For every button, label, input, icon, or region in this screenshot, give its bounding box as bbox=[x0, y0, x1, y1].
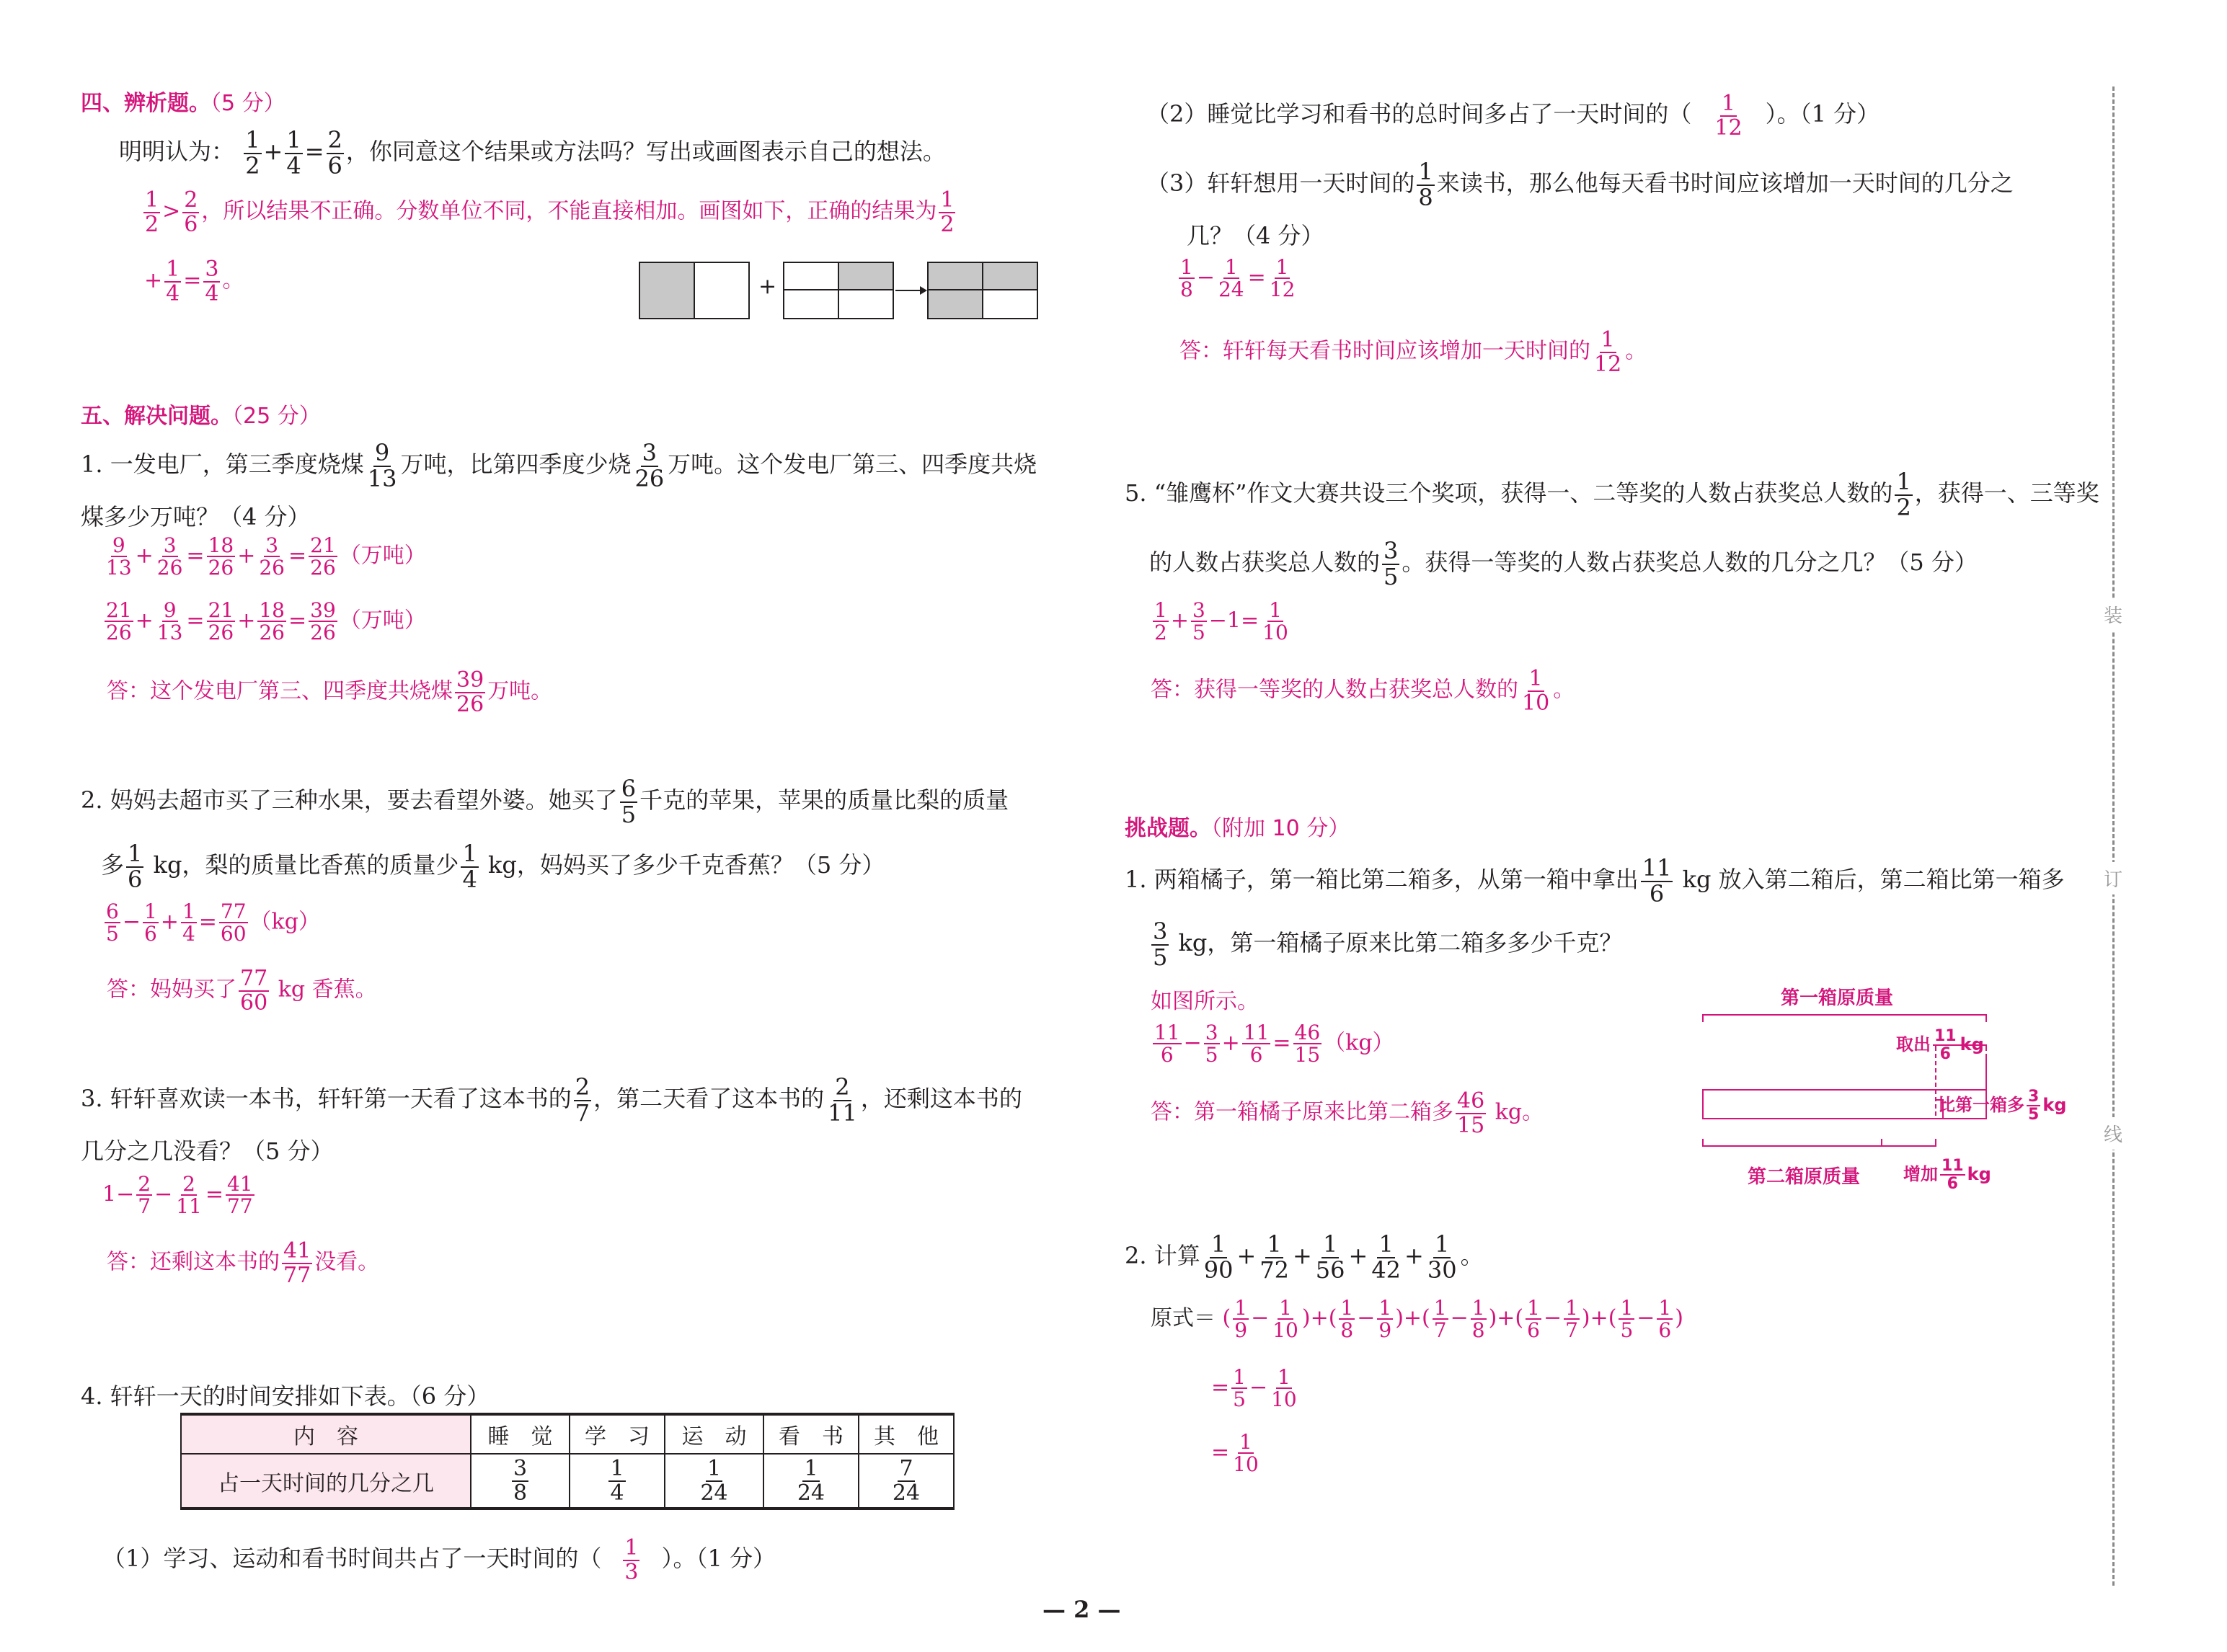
binding-label: 装 bbox=[2104, 598, 2122, 631]
ch1-text-c: kg，第一箱橘子原来比第二箱多多少千克？ bbox=[1171, 929, 1623, 957]
plus-sign: + bbox=[758, 274, 777, 299]
p4-sub2-b: ）。（1 分） bbox=[1765, 100, 1880, 128]
p3-answer: 答：还剩这本书的 $\frac{41}{77}$ 没看。 bbox=[107, 1238, 380, 1288]
problem-5: 5. “雏鹰杯”作文大赛共设三个奖项，获得一、二等奖的人数占获奖总人数的 $\frac{1}{2}$ ，获得一、三等奖 bbox=[1125, 468, 2099, 521]
ch1-answer-a: 答：第一箱橘子原来比第二箱多 bbox=[1151, 1099, 1453, 1125]
p4-sub3-a: （3）轩轩想用一天时间的 bbox=[1146, 169, 1415, 197]
table-row bbox=[181, 1454, 954, 1509]
p1-unit: （万吨） bbox=[339, 608, 426, 634]
p2-text-b: 千克的苹果，苹果的质量比梨的质量 bbox=[639, 786, 1009, 814]
fraction: $\frac{1}{4}$ bbox=[286, 126, 301, 179]
problem-2: 2. 妈妈去超市买了三种水果，要去看望外婆。她买了 $\frac{6}{5}$ 千克的苹果，苹果的质量比梨的质量 bbox=[81, 775, 1009, 828]
problem-1-line2: 煤多少万吨？（4 分） bbox=[81, 503, 311, 530]
p4-sub1: （1）学习、运动和看书时间共占了一天时间的（ $\frac{1}{3}$ ）。（1 分） bbox=[102, 1535, 776, 1585]
fraction: $\frac{2}{6}$ bbox=[184, 187, 198, 237]
page-number: — 2 — bbox=[1042, 1596, 1121, 1623]
p2-answer-a: 答：妈妈买了 bbox=[107, 977, 236, 1003]
section-4-score: （5 分） bbox=[211, 91, 285, 116]
p3-text-b: ，第二天看了这本书的 bbox=[593, 1085, 825, 1113]
table-header-cell: 睡 觉 bbox=[471, 1414, 570, 1454]
p2-text-a: 2. 妈妈去超市买了三种水果，要去看望外婆。她买了 bbox=[81, 786, 618, 814]
table-header-cell: 其 他 bbox=[859, 1414, 954, 1454]
p5-text-d: 。获得一等奖的人数占获奖总人数的几分之几？（5 分） bbox=[1402, 549, 1978, 577]
p1-answer: 答：这个发电厂第三、四季度共烧煤 $\frac{39}{26}$ 万吨。 bbox=[107, 667, 553, 717]
p3-text-c: ，还剩这本书的 bbox=[860, 1085, 1022, 1113]
s4-question-lead: 明明认为： bbox=[119, 138, 235, 166]
p1-text-a: 1. 一发电厂，第三季度烧煤 bbox=[81, 450, 364, 479]
table-cell: $\frac{1}{4}$ bbox=[570, 1454, 665, 1509]
p4-sub3-b: 来读书，那么他每天看书时间应该增加一天时间的几分之 bbox=[1436, 169, 2014, 197]
ch1-answer: 答：第一箱橘子原来比第二箱多 $\frac{46}{15}$ kg。 bbox=[1151, 1088, 1544, 1138]
ch1-text-a: 1. 两箱橘子，第一箱比第二箱多，从第一箱中拿出 bbox=[1125, 866, 1639, 894]
p4-sub2-a: （2）睡觉比学习和看书的总时间多占了一天时间的（ bbox=[1146, 100, 1692, 128]
binding-label: 线 bbox=[2104, 1117, 2122, 1150]
fig-add-label: 增加 $\frac{11}{6}$ kg bbox=[1903, 1157, 1991, 1194]
fraction: $\frac{3}{26}$ bbox=[634, 439, 665, 492]
p4-sub3-answer: 答：轩轩每天看书时间应该增加一天时间的 $\frac{1}{12}$ 。 bbox=[1179, 327, 1647, 377]
section-4-title: 四、辨析题。 bbox=[81, 91, 211, 116]
challenge-2: 2. 计算 $\frac{1}{90}$ + $\frac{1}{72}$ + $\frac{1}{56}$ + $\frac{1}{42}$ + $\frac{1}{30}$ 。 bbox=[1125, 1230, 1484, 1284]
fraction: $\frac{1}{2}$ bbox=[940, 187, 955, 237]
p4-sub1-a: （1）学习、运动和看书时间共占了一天时间的（ bbox=[102, 1545, 602, 1572]
p5-answer-a: 答：获得一等奖的人数占获奖总人数的 bbox=[1151, 677, 1518, 703]
table-header-cell: 学 习 bbox=[570, 1414, 665, 1454]
p2-answer: 答：妈妈买了 $\frac{77}{60}$ kg 香蕉。 bbox=[107, 966, 377, 1016]
p3-calc: 1− $\frac{2}{7}$ − $\frac{2}{11}$ = $\frac{41}{77}$ bbox=[102, 1172, 253, 1219]
s4-answer-end: 。 bbox=[222, 267, 244, 293]
p1-unit: （万吨） bbox=[339, 543, 426, 569]
challenge-score: （附加 10 分） bbox=[1211, 816, 1350, 841]
ch2-text-a: 2. 计算 bbox=[1125, 1242, 1200, 1270]
s4-answer-line1: $\frac{1}{2}$ > $\frac{2}{6}$ ，所以结果不正确。分数单位不同，不能直接相加。画图如下，正确的结果为 $\frac{1}{2}$ bbox=[145, 187, 955, 237]
s4-answer-text: ，所以结果不正确。分数单位不同，不能直接相加。画图如下，正确的结果为 bbox=[201, 198, 937, 224]
table-header-cell: 内 容 bbox=[181, 1414, 471, 1454]
binding-line bbox=[2112, 86, 2115, 1586]
p4-sub3-line2: 几？（4 分） bbox=[1187, 222, 1324, 249]
p1-answer-b: 万吨。 bbox=[487, 678, 553, 704]
section-5-heading bbox=[81, 398, 321, 430]
problem-5-line2: 的人数占获奖总人数的 $\frac{3}{5}$ 。获得一等奖的人数占获奖总人数的几分之几？（5 分） bbox=[1149, 537, 1978, 590]
p3-answer-b: 没看。 bbox=[314, 1249, 380, 1275]
ch1-unit: （kg） bbox=[1324, 1030, 1394, 1056]
challenge-1: 1. 两箱橘子，第一箱比第二箱多，从第一箱中拿出 $\frac{11}{6}$ kg 放入第二箱后，第二箱比第一箱多 bbox=[1125, 854, 2065, 907]
ch1-calc: $\frac{11}{6}$ − $\frac{3}{5}$ + $\frac{11}{6}$ = $\frac{46}{15}$ （kg） bbox=[1154, 1021, 1394, 1067]
p2-text-c: 多 bbox=[101, 851, 125, 879]
fraction: $\frac{1}{2}$ bbox=[145, 187, 159, 237]
arrow-right-icon bbox=[894, 280, 927, 301]
p4-sub3-answer-b: 。 bbox=[1625, 338, 1647, 364]
fig-more-label: 比第一箱多 $\frac{3}{5}$ kg bbox=[1938, 1088, 2067, 1124]
p1-answer-a: 答：这个发电厂第三、四季度共烧煤 bbox=[107, 678, 453, 704]
p3-text-a: 3. 轩轩喜欢读一本书，轩轩第一天看了这本书的 bbox=[81, 1085, 572, 1113]
p4-sub2: （2）睡觉比学习和看书的总时间多占了一天时间的（ $\frac{1}{12}$ ）。（1 分） bbox=[1146, 91, 1880, 141]
p1-calc-2: $\frac{21}{26}$ + $\frac{9}{13}$ = $\frac{21}{26}$ + $\frac{18}{26}$ = $\frac{39}{26}$ （万吨） bbox=[106, 598, 426, 645]
challenge-1-line2: $\frac{3}{5}$ kg，第一箱橘子原来比第二箱多多少千克？ bbox=[1153, 918, 1623, 971]
table-header-row bbox=[181, 1414, 954, 1454]
p5-calc: $\frac{1}{2}$ + $\frac{3}{5}$ −1= $\frac{1}{10}$ bbox=[1154, 598, 1288, 645]
p5-text-b: ，获得一、三等奖 bbox=[1914, 479, 2099, 507]
fig-second-box-label: 第二箱原质量 bbox=[1748, 1166, 1861, 1188]
p1-calc-1: $\frac{9}{13}$ + $\frac{3}{26}$ = $\frac{18}{26}$ + $\frac{3}{26}$ = $\frac{21}{26}$ （万吨） bbox=[106, 533, 426, 580]
fraction: $\frac{1}{2}$ bbox=[245, 126, 260, 179]
s4-answer-line2: + $\frac{1}{4}$ = $\frac{3}{4}$ 。 bbox=[144, 257, 244, 306]
ch2-text-b: 。 bbox=[1460, 1242, 1484, 1270]
binding-label: 订 bbox=[2104, 862, 2122, 894]
table-header-cell: 运 动 bbox=[665, 1414, 763, 1454]
table-cell: $\frac{3}{8}$ bbox=[471, 1454, 570, 1509]
ch2-step-3: = $\frac{1}{10}$ bbox=[1211, 1430, 1259, 1477]
problem-3-line2: 几分之几没看？（5 分） bbox=[81, 1137, 334, 1165]
schedule-table bbox=[180, 1413, 955, 1510]
ch1-fig-note: 如图所示。 bbox=[1151, 989, 1259, 1014]
ch2-step-1: 原式＝ ( $\frac{1}{9}$ − $\frac{1}{10}$ )+( $\frac{1}{8}$ − $\frac{1}{9}$ )+( $\frac{1}{7}$ − $\frac{1}{8}$ )+( $\frac{1}{6}$ − $\frac{1}{7}$ )+( $\frac{1}{5}$ − $\frac{1}{6}$ ) bbox=[1151, 1296, 1683, 1343]
ch1-text-b: kg 放入第二箱后，第二箱比第一箱多 bbox=[1675, 866, 2065, 894]
p2-calc: $\frac{6}{5}$ − $\frac{1}{6}$ + $\frac{1}{4}$ = $\frac{77}{60}$ （kg） bbox=[106, 900, 320, 946]
table-row-label: 占一天时间的几分之几 bbox=[181, 1454, 471, 1509]
ch2-orig-label: 原式＝ bbox=[1151, 1305, 1216, 1331]
section-5-score: （25 分） bbox=[232, 404, 321, 429]
section-5-title: 五、解决问题。 bbox=[81, 404, 232, 429]
problem-4-title: 4. 轩轩一天的时间安排如下表。（6 分） bbox=[81, 1382, 490, 1410]
ch1-answer-b: kg。 bbox=[1488, 1099, 1544, 1125]
p3-answer-a: 答：还剩这本书的 bbox=[107, 1249, 280, 1275]
challenge-title: 挑战题。 bbox=[1125, 816, 1211, 841]
p2-text-d: kg，梨的质量比香蕉的质量少 bbox=[146, 851, 459, 879]
ch2-step-2: = $\frac{1}{5}$ − $\frac{1}{10}$ bbox=[1211, 1365, 1297, 1412]
challenge-heading bbox=[1125, 810, 1350, 842]
problem-3: 3. 轩轩喜欢读一本书，轩轩第一天看了这本书的 $\frac{2}{7}$ ，第二天看了这本书的 $\frac{2}{11}$ ，还剩这本书的 bbox=[81, 1073, 1022, 1127]
p2-text-e: kg，妈妈买了多少千克香蕉？（5 分） bbox=[480, 851, 885, 879]
p5-answer: 答：获得一等奖的人数占获奖总人数的 $\frac{1}{10}$ 。 bbox=[1151, 666, 1575, 716]
p4-sub3-answer-a: 答：轩轩每天看书时间应该增加一天时间的 bbox=[1179, 338, 1590, 364]
table-cell: $\frac{1}{24}$ bbox=[763, 1454, 859, 1509]
p4-sub1-b: ）。（1 分） bbox=[661, 1545, 776, 1572]
p1-text-c: 万吨。这个发电厂第三、四季度共烧 bbox=[668, 450, 1037, 479]
fraction: $\frac{2}{6}$ bbox=[327, 126, 342, 179]
section-4-heading bbox=[81, 85, 285, 117]
s4-question: 明明认为： $\frac{1}{2}$ + $\frac{1}{4}$ = $\frac{2}{6}$ ，你同意这个结果或方法吗？写出或画图表示自己的想法。 bbox=[119, 126, 946, 179]
p4-sub3: （3）轩轩想用一天时间的 $\frac{1}{8}$ 来读书，那么他每天看书时间应该增加一天时间的几分之 bbox=[1146, 158, 2014, 211]
table-cell: $\frac{1}{24}$ bbox=[665, 1454, 763, 1509]
problem-2-line2: 多 $\frac{1}{6}$ kg，梨的质量比香蕉的质量少 $\frac{1}{4}$ kg，妈妈买了多少千克香蕉？（5 分） bbox=[101, 840, 885, 893]
fraction: $\frac{9}{13}$ bbox=[367, 439, 397, 492]
fig-first-box-label: 第一箱原质量 bbox=[1781, 987, 1894, 1009]
p5-text-a: 5. “雏鹰杯”作文大赛共设三个奖项，获得一、二等奖的人数占获奖总人数的 bbox=[1125, 479, 1893, 507]
p4-sub3-calc: $\frac{1}{8}$ − $\frac{1}{24}$ = $\frac{1}{12}$ bbox=[1180, 255, 1296, 302]
fraction: $\frac{1}{4}$ bbox=[166, 257, 180, 306]
table-header-cell: 看 书 bbox=[763, 1414, 859, 1454]
table-cell: $\frac{7}{24}$ bbox=[859, 1454, 954, 1509]
fig-take-label: 取出 $\frac{11}{6}$ kg bbox=[1896, 1027, 1984, 1064]
fraction: $\frac{3}{4}$ bbox=[205, 257, 219, 306]
p5-answer-b: 。 bbox=[1553, 677, 1575, 703]
problem-1 bbox=[81, 441, 1037, 491]
p1-text-b: 万吨，比第四季度少烧 bbox=[400, 450, 632, 479]
p2-unit: （kg） bbox=[249, 909, 320, 935]
p2-answer-b: kg 香蕉。 bbox=[271, 977, 377, 1003]
s4-question-tail: ，你同意这个结果或方法吗？写出或画图表示自己的想法。 bbox=[345, 138, 946, 166]
p5-text-c: 的人数占获奖总人数的 bbox=[1149, 549, 1381, 577]
